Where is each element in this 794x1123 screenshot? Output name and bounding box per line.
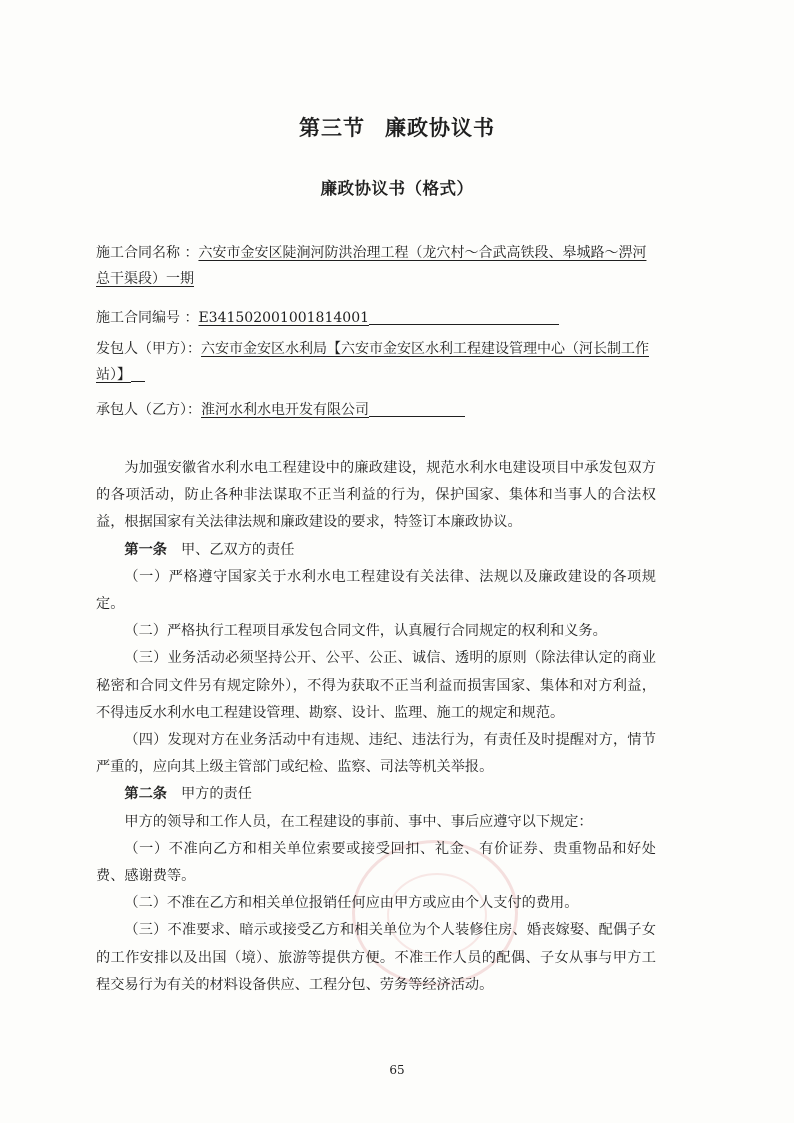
contract-number-field bbox=[96, 305, 656, 331]
preamble-paragraph: 为加强安徽省水利水电工程建设中的廉政建设，规范水利水电建设项目中承发包双方的各项活动，防止各种非法谋取不正当利益的行为，保护国家、集体和当事人的合法权益，根据国家有关法律法规和廉政建设的要求，特签订本廉政协议。 bbox=[96, 460, 656, 531]
article-1-heading: 第一条 甲、乙双方的责任 bbox=[124, 541, 295, 558]
article-2-item: （三）不准要求、暗示或接受乙方和相关单位为个人装修住房、婚丧嫁娶、配偶子女的工作安排以及出国（境）、旅游等提供方便。不准工作人员的配偶、子女从事与甲方工程交易行为有关的材料设备供应、工程分包、劳务等经济活动。 bbox=[96, 922, 656, 993]
article-1-item: （三）业务活动必须坚持公开、公平、公正、诚信、透明的原则（除法律认定的商业秘密和合同文件另有规定除外），不得为获取不正当利益而损害国家、集体和对方利益，不得违反水利水电工程建设管理、勘察、设计、监理、施工的规定和规范。 bbox=[96, 650, 656, 721]
contract-name-label: 施工合同名称 ： bbox=[96, 245, 199, 261]
contract-number-label: 施工合同编号 ： bbox=[96, 310, 199, 326]
contract-number-value: E3415020010018140​01 bbox=[198, 310, 370, 326]
section-title: 第三节 廉政协议书 bbox=[299, 115, 495, 140]
contractor-label: 承包人（乙方）： bbox=[96, 402, 201, 418]
employer-field bbox=[96, 336, 656, 388]
article-2-item: （二）不准在乙方和相关单位报销任何应由甲方或应由个人支付的费用。 bbox=[124, 895, 579, 912]
employer-label: 发包人（甲方）： bbox=[96, 341, 201, 357]
article-1-item: （一）严格遵守国家关于水利水电工程建设有关法律、法规以及廉政建设的各项规定。 bbox=[96, 568, 656, 613]
contract-name-field bbox=[96, 240, 656, 292]
article-2-heading: 第二条 甲方的责任 bbox=[124, 786, 252, 803]
article-2-item: （一）不准向乙方和相关单位索要或接受回扣、礼金、有价证券、贵重物品和好处费、感谢费等。 bbox=[96, 840, 656, 885]
article-2-intro: 甲方的领导和工作人员，在工程建设的事前、事中、事后应遵守以下规定： bbox=[124, 813, 593, 830]
agreement-body bbox=[96, 455, 656, 999]
page-number: 65 bbox=[389, 1063, 405, 1077]
contract-name-value: 六安市金安区陡涧河防洪治理工程（龙穴村～合武高铁段、皋城路～淠河总干渠段）一期 bbox=[96, 245, 647, 287]
contractor-field bbox=[96, 397, 656, 423]
article-1-item: （二）严格执行工程项目承发包合同文件，认真履行合同规定的权利和义务。 bbox=[124, 623, 607, 640]
contractor-value: 淮河水利水电开发有限公司 bbox=[201, 402, 369, 418]
document-subtitle: 廉政协议书（格式） bbox=[320, 179, 474, 198]
article-1-item: （四）发现对方在业务活动中有违规、违纪、违法行为，有责任及时提醒对方，情节严重的，应向其上级主管部门或纪检、监察、司法等机关举报。 bbox=[96, 732, 656, 776]
employer-value: 六安市金安区水利局【六安市金安区水利工程建设管理中心（河长制工作站）】 bbox=[96, 341, 649, 383]
